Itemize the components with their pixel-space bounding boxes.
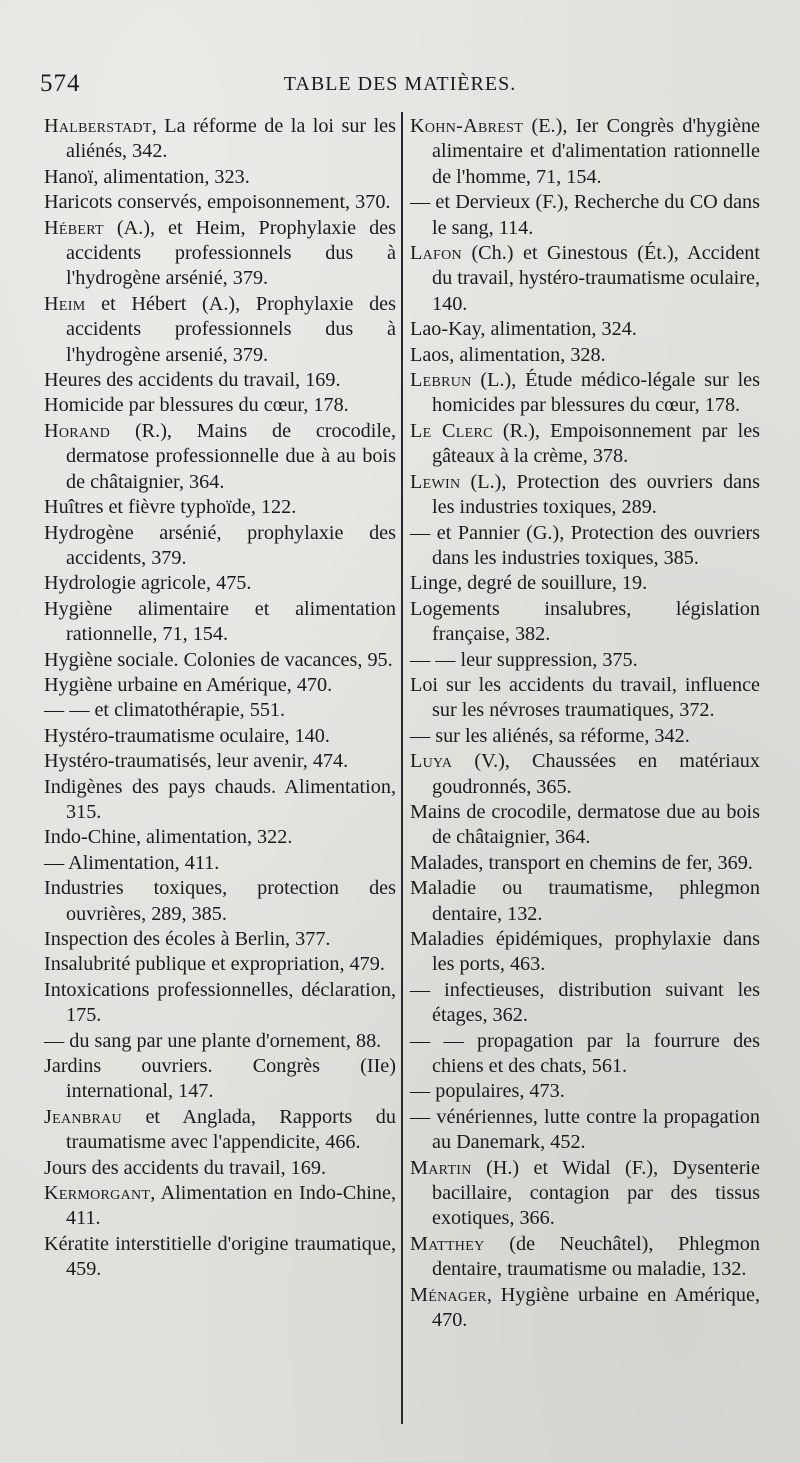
entry-text: Indigènes des pays chauds. Alimentation, 315. [44, 775, 396, 823]
index-entry [410, 978, 760, 1029]
entry-text: et Anglada, Rapports du traumatisme avec l'appendicite, 466. [66, 1105, 396, 1154]
entry-text: — infectieuses, distribution suivant les étages, 362. [410, 978, 760, 1027]
entry-author: Kermorgant [44, 1182, 151, 1205]
index-entry [44, 1232, 396, 1283]
entry-text: — — leur suppression, 375. [410, 648, 638, 671]
index-entry [410, 1105, 760, 1156]
entry-text: Laos, alimentation, 328. [410, 343, 606, 366]
index-entry [44, 724, 396, 749]
entry-text: (E.), Ier Congrès d'hygiène alimentaire et d'alimentation rationnelle de l'homme, 71, 154. [432, 115, 760, 188]
entry-text: Linge, degré de souillure, 19. [410, 572, 648, 595]
entry-text: Hydrologie agricole, 475. [44, 572, 252, 595]
right-column [410, 114, 760, 1334]
page-header [40, 70, 760, 104]
entry-text: Insalubrité publique et expropriation, 479. [44, 953, 385, 976]
entry-text: — et Dervieux (F.), Recherche du CO dans le sang, 114. [410, 191, 760, 239]
entry-text: Huîtres et fièvre typhoïde, 122. [44, 496, 297, 519]
entry-text: — Alimentation, 411. [44, 851, 220, 874]
index-entry [410, 470, 760, 521]
index-entry [410, 571, 760, 596]
entry-text: Maladie ou traumatisme, phlegmon dentaire, 132. [410, 877, 760, 925]
index-entry [410, 724, 760, 749]
index-entry [44, 495, 396, 520]
column-divider [401, 112, 403, 1424]
index-entry [44, 216, 396, 292]
entry-author: Horand [44, 419, 111, 442]
index-entry [410, 597, 760, 648]
index-entry [410, 800, 760, 851]
entry-text: , La réforme de la loi sur les aliénés, 342. [66, 115, 396, 163]
entry-text: , Hygiène urbaine en Amérique, 470. [432, 1283, 760, 1332]
entry-author: Lebrun [410, 369, 472, 392]
entry-author: Lafon [410, 242, 462, 265]
index-entry [410, 927, 760, 978]
index-entry [410, 521, 760, 572]
index-entry [44, 825, 396, 850]
entry-text: (Ch.) et Ginestous (Ét.), Accident du travail, hystéro-traumatisme oculaire, 140. [432, 242, 760, 315]
index-entry [410, 1232, 760, 1283]
index-entry [44, 597, 396, 648]
index-entry [410, 1283, 760, 1334]
index-entry [44, 851, 396, 876]
index-entry [44, 1105, 396, 1156]
entry-text: Maladies épidémiques, prophylaxie dans les ports, 463. [410, 928, 760, 976]
index-entry [44, 1054, 396, 1105]
entry-text: (V.), Chaussées en matériaux goudronnés, 365. [432, 750, 760, 798]
entry-text: Jours des accidents du travail, 169. [44, 1156, 326, 1179]
index-entry [44, 1181, 396, 1232]
entry-text: — vénériennes, lutte contre la propagation au Danemark, 452. [410, 1105, 760, 1154]
entry-text: Mains de crocodile, dermatose due au bois de châtaignier, 364. [410, 800, 760, 849]
entry-text: Inspection des écoles à Berlin, 377. [44, 928, 331, 950]
entry-text: Homicide par blessures du cœur, 178. [44, 394, 349, 417]
entry-text: (R.), Mains de crocodile, dermatose professionnelle due à au bois de châtaignier, 364. [66, 419, 396, 493]
entry-author: Kohn-Abrest [410, 115, 524, 137]
entry-text: — — et climatothérapie, 551. [44, 699, 286, 722]
index-entry [410, 1029, 760, 1080]
index-entry [44, 393, 396, 418]
entry-text: Hystéro-traumatisme oculaire, 140. [44, 724, 330, 747]
index-entry [44, 1156, 396, 1181]
index-entry [410, 1079, 760, 1104]
entry-text: (A.), et Heim, Prophylaxie des accidents professionnels dus à l'hydrogène arsénié, 379. [66, 216, 396, 290]
index-entry [44, 165, 396, 190]
index-entry [410, 190, 760, 241]
entry-author: Hébert [44, 216, 104, 239]
entry-author: Luya [410, 750, 453, 773]
left-column [44, 114, 396, 1283]
entry-text: Hanoï, alimentation, 323. [44, 165, 250, 188]
index-entry [44, 749, 396, 774]
index-entry [410, 368, 760, 419]
index-entry [44, 673, 396, 698]
entry-text: Kératite interstitielle d'origine traumatique, 459. [44, 1232, 396, 1281]
entry-text: Heures des accidents du travail, 169. [44, 369, 341, 392]
index-entry [44, 1029, 396, 1054]
entry-text: Intoxications professionnelles, déclaration, 175. [44, 978, 396, 1027]
entry-text: Hystéro-traumatisés, leur avenir, 474. [44, 750, 349, 773]
entry-text: Hydrogène arsénié, prophylaxie des accidents, 379. [44, 521, 396, 569]
index-entry [44, 292, 396, 368]
index-entry [410, 114, 760, 190]
entry-text: et Hébert (A.), Prophylaxie des accidents professionnels dus à l'hydrogène arsenié, 379. [66, 292, 396, 366]
index-entry [44, 978, 396, 1029]
entry-text: — du sang par une plante d'ornement, 88. [44, 1029, 382, 1052]
running-title: TABLE DES MATIÈRES. [283, 73, 517, 95]
index-entry [44, 876, 396, 927]
entry-text: Hygiène alimentaire et alimentation rationnelle, 71, 154. [44, 597, 396, 646]
index-entry [44, 368, 396, 393]
entry-text: Malades, transport en chemins de fer, 369. [410, 851, 753, 874]
entry-text: Lao-Kay, alimentation, 324. [410, 318, 637, 341]
entry-text: , Alimentation en Indo-Chine, 411. [66, 1182, 396, 1230]
entry-text: (R.), Empoisonnement par les gâteaux à la crème, 378. [432, 419, 761, 468]
entry-text: Indo-Chine, alimentation, 322. [44, 826, 293, 849]
index-entry [410, 343, 760, 368]
entry-text: Loi sur les accidents du travail, influence sur les névroses traumatiques, 372. [410, 673, 760, 722]
entry-text: — — propagation par la fourrure des chiens et des chats, 561. [410, 1029, 760, 1078]
entry-text: (H.) et Widal (F.), Dysenterie bacillaire, contagion par des tissus exotiques, 366. [432, 1156, 760, 1230]
entry-text: (L.), Protection des ouvriers dans les industries toxiques, 289. [432, 470, 760, 519]
entry-author: Ménager [410, 1283, 487, 1306]
index-entry [44, 521, 396, 572]
index-entry [44, 927, 396, 952]
index-entry [44, 952, 396, 977]
index-entry [410, 317, 760, 342]
entry-text: Logements insalubres, législation française, 382. [410, 597, 760, 646]
entry-text: Hygiène urbaine en Amérique, 470. [44, 673, 333, 696]
index-entry [44, 648, 396, 673]
entry-text: — populaires, 473. [410, 1080, 565, 1103]
page-number: 574 [40, 70, 81, 97]
entry-author: Jeanbrau [44, 1105, 122, 1128]
entry-author: Le Clerc [410, 419, 493, 442]
index-entry [410, 673, 760, 724]
entry-text: Hygiène sociale. Colonies de vacances, 95. [44, 648, 393, 671]
index-entry [44, 571, 396, 596]
entry-author: Matthey [410, 1232, 485, 1255]
index-entry [410, 648, 760, 673]
index-entry [410, 749, 760, 800]
entry-author: Halberstadt [44, 115, 152, 137]
index-entry [410, 1156, 760, 1232]
entry-text: Industries toxiques, protection des ouvrières, 289, 385. [44, 877, 396, 925]
index-entry [410, 241, 760, 317]
entry-text: (de Neuchâtel), Phlegmon dentaire, traumatisme ou maladie, 132. [432, 1232, 760, 1281]
index-entry [44, 114, 396, 165]
entry-text: — et Pannier (G.), Protection des ouvriers dans les industries toxiques, 385. [410, 521, 760, 569]
entry-text: Jardins ouvriers. Congrès (IIe) international, 147. [44, 1055, 396, 1103]
index-entry [410, 851, 760, 876]
index-entry [44, 419, 396, 495]
entry-author: Lewin [410, 470, 461, 493]
index-entry [44, 698, 396, 723]
index-entry [44, 775, 396, 826]
index-entry [410, 419, 760, 470]
entry-author: Heim [44, 292, 86, 315]
entry-text: Haricots conservés, empoisonnement, 370. [44, 191, 391, 214]
entry-text: (L.), Étude médico-légale sur les homicides par blessures du cœur, 178. [432, 369, 760, 417]
index-entry [44, 190, 396, 215]
entry-text: — sur les aliénés, sa réforme, 342. [410, 724, 690, 747]
index-entry [410, 876, 760, 927]
entry-author: Martin [410, 1156, 472, 1179]
